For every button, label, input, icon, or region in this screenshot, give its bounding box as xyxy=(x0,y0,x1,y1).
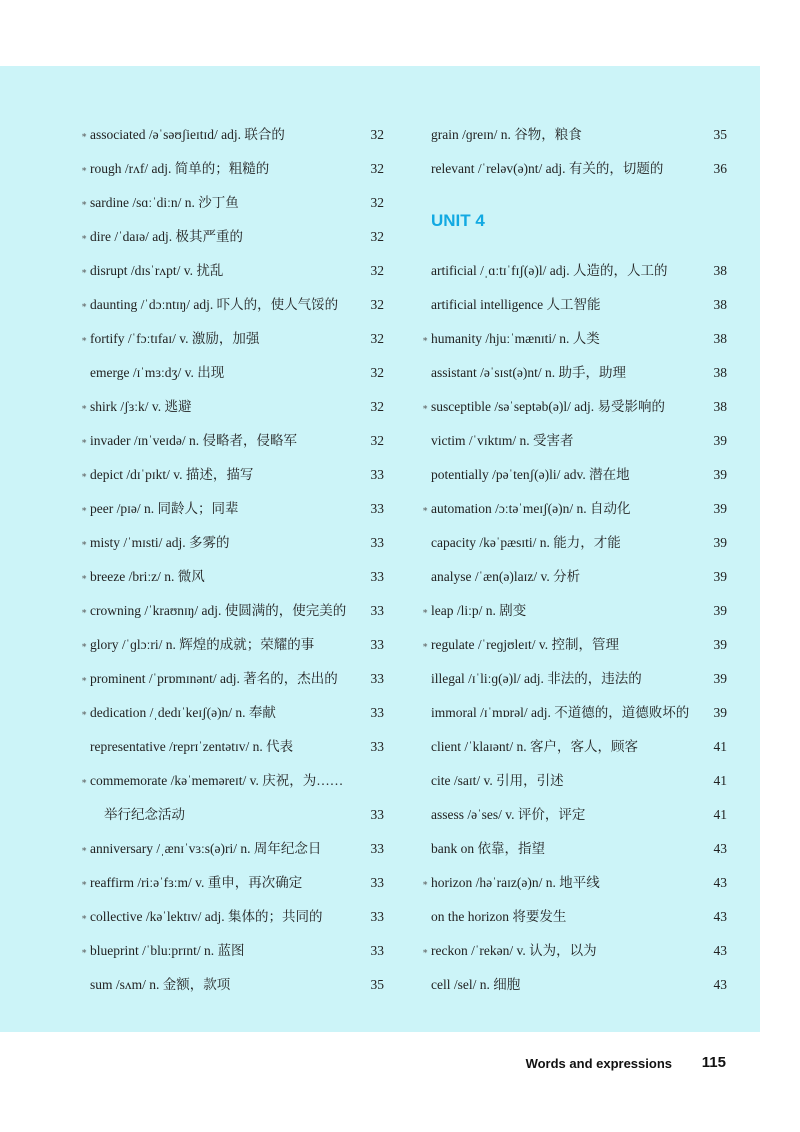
entry-text: immoral /ɪˈmɒrəl/ adj. 不道德的，道德败坏的 xyxy=(431,705,690,720)
glossary-entry xyxy=(80,560,384,594)
entry-text: collective /kəˈlektɪv/ adj. 集体的；共同的 xyxy=(90,909,323,924)
entry-page-number: 38 xyxy=(713,263,727,278)
glossary-entry xyxy=(80,186,384,220)
star-icon: ∗ xyxy=(80,912,88,922)
glossary-entry xyxy=(421,424,727,458)
glossary-entry xyxy=(80,254,384,288)
glossary-entry xyxy=(80,798,384,832)
entry-page-number: 32 xyxy=(370,433,384,448)
entry-text: relevant /ˈreləv(ə)nt/ adj. 有关的，切题的 xyxy=(431,161,664,176)
star-icon: ∗ xyxy=(80,300,88,310)
glossary-entry xyxy=(421,900,727,934)
entry-text: potentially /pəˈtenʃ(ə)li/ adv. 潜在地 xyxy=(431,467,630,482)
star-icon: ∗ xyxy=(80,674,88,684)
entry-text: rough /rʌf/ adj. 简单的；粗糙的 xyxy=(90,161,270,176)
glossary-entry xyxy=(80,526,384,560)
entry-text: blueprint /ˈbluːprɪnt/ n. 蓝图 xyxy=(90,943,245,958)
entry-page-number: 43 xyxy=(713,977,727,992)
glossary-entry xyxy=(421,526,727,560)
entry-text: disrupt /dɪsˈrʌpt/ v. 扰乱 xyxy=(90,263,224,278)
glossary-entry xyxy=(80,934,384,968)
entry-text: 举行纪念活动 xyxy=(104,807,185,822)
entry-page-number: 33 xyxy=(370,807,384,822)
entry-page-number: 35 xyxy=(370,977,384,992)
entry-page-number: 41 xyxy=(713,739,727,754)
entry-text: reckon /ˈrekən/ v. 认为，以为 xyxy=(431,943,597,958)
entry-page-number: 33 xyxy=(370,943,384,958)
entry-text: representative /reprɪˈzentətɪv/ n. 代表 xyxy=(90,739,294,754)
entry-text: prominent /ˈprɒmɪnənt/ adj. 著名的，杰出的 xyxy=(90,671,338,686)
star-icon: ∗ xyxy=(80,606,88,616)
entry-page-number: 43 xyxy=(713,875,727,890)
entry-text: cite /saɪt/ v. 引用，引述 xyxy=(431,773,564,788)
entry-page-number: 36 xyxy=(713,161,727,176)
entry-text: automation /ɔːtəˈmeɪʃ(ə)n/ n. 自动化 xyxy=(431,501,631,516)
entry-text: emerge /ɪˈmɜːdʒ/ v. 出现 xyxy=(90,365,225,380)
glossary-entry xyxy=(80,288,384,322)
glossary-entry xyxy=(80,118,384,152)
glossary-entry xyxy=(80,968,384,1002)
entry-page-number: 33 xyxy=(370,467,384,482)
entry-text: daunting /ˈdɔːntɪŋ/ adj. 吓人的，使人气馁的 xyxy=(90,297,339,312)
glossary-entry xyxy=(421,288,727,322)
glossary-entry xyxy=(421,628,727,662)
entry-text: assess /əˈses/ v. 评价，评定 xyxy=(431,807,586,822)
glossary-entry xyxy=(421,356,727,390)
glossary-entry xyxy=(80,662,384,696)
glossary-entry xyxy=(421,152,727,186)
glossary-entry xyxy=(80,390,384,424)
glossary-entry xyxy=(421,662,727,696)
glossary-entry xyxy=(80,900,384,934)
entry-text: anniversary /ˌænɪˈvɜːs(ə)ri/ n. 周年纪念日 xyxy=(90,841,322,856)
glossary-entry xyxy=(80,492,384,526)
star-icon: ∗ xyxy=(80,708,88,718)
glossary-entry xyxy=(80,424,384,458)
entry-text: horizon /həˈraɪz(ə)n/ n. 地平线 xyxy=(431,875,600,890)
star-icon: ∗ xyxy=(80,538,88,548)
star-icon: ∗ xyxy=(80,198,88,208)
glossary-entry xyxy=(421,764,727,798)
entry-page-number: 33 xyxy=(370,875,384,890)
star-icon: ∗ xyxy=(80,402,88,412)
entry-text: artificial intelligence 人工智能 xyxy=(431,297,601,312)
entry-page-number: 39 xyxy=(713,569,727,584)
star-icon: ∗ xyxy=(80,130,88,140)
footer-section-label: Words and expressions xyxy=(525,1056,672,1071)
entry-page-number: 33 xyxy=(370,637,384,652)
entry-text: regulate /ˈreɡjʊleɪt/ v. 控制，管理 xyxy=(431,637,619,652)
entry-text: associated /əˈsəʊʃieɪtɪd/ adj. 联合的 xyxy=(90,127,285,142)
entry-page-number: 39 xyxy=(713,705,727,720)
glossary-entry xyxy=(421,866,727,900)
entry-page-number: 43 xyxy=(713,943,727,958)
entry-page-number: 32 xyxy=(370,297,384,312)
entry-text: artificial /ˌɑːtɪˈfɪʃ(ə)l/ adj. 人造的，人工的 xyxy=(431,263,668,278)
entry-text: sum /sʌm/ n. 金额，款项 xyxy=(90,977,231,992)
star-icon: ∗ xyxy=(80,470,88,480)
glossary-entry xyxy=(421,968,727,1002)
star-icon: ∗ xyxy=(80,232,88,242)
footer-page-number: 115 xyxy=(701,1054,726,1071)
glossary-entry xyxy=(80,866,384,900)
entry-text: invader /ɪnˈveɪdə/ n. 侵略者，侵略军 xyxy=(90,433,297,448)
star-icon: ∗ xyxy=(421,606,429,616)
star-icon: ∗ xyxy=(80,504,88,514)
entry-text: dire /ˈdaɪə/ adj. 极其严重的 xyxy=(90,229,243,244)
glossary-entry xyxy=(421,492,727,526)
glossary-entry xyxy=(80,594,384,628)
unit-heading-row xyxy=(421,186,727,254)
entry-page-number: 39 xyxy=(713,671,727,686)
glossary-entry xyxy=(80,696,384,730)
entry-page-number: 32 xyxy=(370,399,384,414)
glossary-entry xyxy=(80,220,384,254)
star-icon: ∗ xyxy=(80,436,88,446)
entry-text: analyse /ˈæn(ə)laɪz/ v. 分析 xyxy=(431,569,581,584)
star-icon: ∗ xyxy=(80,266,88,276)
star-icon: ∗ xyxy=(80,946,88,956)
entry-page-number: 39 xyxy=(713,637,727,652)
glossary-entry xyxy=(80,322,384,356)
entry-text: on the horizon 将要发生 xyxy=(431,909,567,924)
entry-text: client /ˈklaɪənt/ n. 客户，客人，顾客 xyxy=(431,739,638,754)
glossary-column-right xyxy=(421,118,727,1002)
entry-page-number: 33 xyxy=(370,739,384,754)
entry-page-number: 33 xyxy=(370,671,384,686)
entry-text: cell /sel/ n. 细胞 xyxy=(431,977,521,992)
entry-page-number: 32 xyxy=(370,127,384,142)
entry-text: victim /ˈvɪktɪm/ n. 受害者 xyxy=(431,433,574,448)
entry-text: dedication /ˌdedɪˈkeɪʃ(ə)n/ n. 奉献 xyxy=(90,705,276,720)
entry-text: crowning /ˈkraʊnɪŋ/ adj. 使圆满的，使完美的 xyxy=(90,603,347,618)
entry-text: grain /ɡreɪn/ n. 谷物，粮食 xyxy=(431,127,582,142)
glossary-entry xyxy=(421,254,727,288)
entry-text: reaffirm /riːəˈfɜːm/ v. 重申，再次确定 xyxy=(90,875,303,890)
glossary-entry xyxy=(80,832,384,866)
entry-page-number: 39 xyxy=(713,467,727,482)
entry-text: shirk /ʃɜːk/ v. 逃避 xyxy=(90,399,192,414)
glossary-entry xyxy=(421,118,727,152)
unit-heading: UNIT 4 xyxy=(431,211,485,230)
entry-page-number: 43 xyxy=(713,841,727,856)
star-icon: ∗ xyxy=(421,640,429,650)
entry-page-number: 38 xyxy=(713,297,727,312)
entry-page-number: 35 xyxy=(713,127,727,142)
entry-text: susceptible /səˈseptəb(ə)l/ adj. 易受影响的 xyxy=(431,399,665,414)
entry-page-number: 43 xyxy=(713,909,727,924)
star-icon: ∗ xyxy=(421,504,429,514)
glossary-column-left xyxy=(80,118,384,1002)
entry-text: peer /pɪə/ n. 同龄人；同辈 xyxy=(90,501,239,516)
star-icon: ∗ xyxy=(421,878,429,888)
glossary-entry xyxy=(80,356,384,390)
entry-text: capacity /kəˈpæsɪti/ n. 能力，才能 xyxy=(431,535,621,550)
glossary-entry xyxy=(421,594,727,628)
star-icon: ∗ xyxy=(80,164,88,174)
glossary-entry xyxy=(80,152,384,186)
glossary-entry xyxy=(421,798,727,832)
glossary-entry xyxy=(421,458,727,492)
entry-page-number: 33 xyxy=(370,603,384,618)
entry-page-number: 38 xyxy=(713,331,727,346)
star-icon: ∗ xyxy=(80,776,88,786)
entry-page-number: 33 xyxy=(370,501,384,516)
entry-page-number: 33 xyxy=(370,705,384,720)
entry-page-number: 33 xyxy=(370,535,384,550)
entry-text: breeze /briːz/ n. 微风 xyxy=(90,569,205,584)
star-icon: ∗ xyxy=(421,402,429,412)
entry-page-number: 32 xyxy=(370,331,384,346)
entry-page-number: 38 xyxy=(713,399,727,414)
glossary-entry xyxy=(80,458,384,492)
entry-text: fortify /ˈfɔːtɪfaɪ/ v. 激励，加强 xyxy=(90,331,260,346)
entry-text: sardine /sɑːˈdiːn/ n. 沙丁鱼 xyxy=(90,195,239,210)
entry-text: depict /dɪˈpɪkt/ v. 描述，描写 xyxy=(90,467,254,482)
glossary-entry xyxy=(421,696,727,730)
glossary-entry xyxy=(421,832,727,866)
star-icon: ∗ xyxy=(80,640,88,650)
entry-page-number: 39 xyxy=(713,501,727,516)
entry-text: misty /ˈmɪsti/ adj. 多雾的 xyxy=(90,535,230,550)
star-icon: ∗ xyxy=(421,946,429,956)
entry-text: commemorate /kəˈmeməreɪt/ v. 庆祝，为…… xyxy=(90,773,344,788)
entry-page-number: 33 xyxy=(370,909,384,924)
entry-text: illegal /ɪˈliːɡ(ə)l/ adj. 非法的，违法的 xyxy=(431,671,642,686)
entry-text: leap /liːp/ n. 剧变 xyxy=(431,603,527,618)
entry-page-number: 41 xyxy=(713,807,727,822)
entry-page-number: 39 xyxy=(713,535,727,550)
glossary-entry xyxy=(80,628,384,662)
star-icon: ∗ xyxy=(80,844,88,854)
star-icon: ∗ xyxy=(80,878,88,888)
glossary-entry xyxy=(421,730,727,764)
glossary-entry xyxy=(80,764,384,798)
entry-page-number: 39 xyxy=(713,603,727,618)
entry-page-number: 32 xyxy=(370,365,384,380)
entry-page-number: 33 xyxy=(370,569,384,584)
entry-page-number: 32 xyxy=(370,229,384,244)
entry-page-number: 39 xyxy=(713,433,727,448)
entry-text: assistant /əˈsɪst(ə)nt/ n. 助手，助理 xyxy=(431,365,626,380)
entry-text: glory /ˈɡlɔːri/ n. 辉煌的成就；荣耀的事 xyxy=(90,637,315,652)
entry-text: bank on 依靠，指望 xyxy=(431,841,545,856)
entry-text: humanity /hjuːˈmænɪti/ n. 人类 xyxy=(431,331,600,346)
entry-page-number: 41 xyxy=(713,773,727,788)
entry-page-number: 32 xyxy=(370,161,384,176)
star-icon: ∗ xyxy=(80,334,88,344)
glossary-entry xyxy=(421,390,727,424)
glossary-entry xyxy=(421,322,727,356)
entry-page-number: 33 xyxy=(370,841,384,856)
entry-page-number: 32 xyxy=(370,263,384,278)
glossary-entry xyxy=(80,730,384,764)
entry-page-number: 32 xyxy=(370,195,384,210)
star-icon: ∗ xyxy=(80,572,88,582)
entry-page-number: 38 xyxy=(713,365,727,380)
glossary-entry xyxy=(421,934,727,968)
star-icon: ∗ xyxy=(421,334,429,344)
glossary-entry xyxy=(421,560,727,594)
